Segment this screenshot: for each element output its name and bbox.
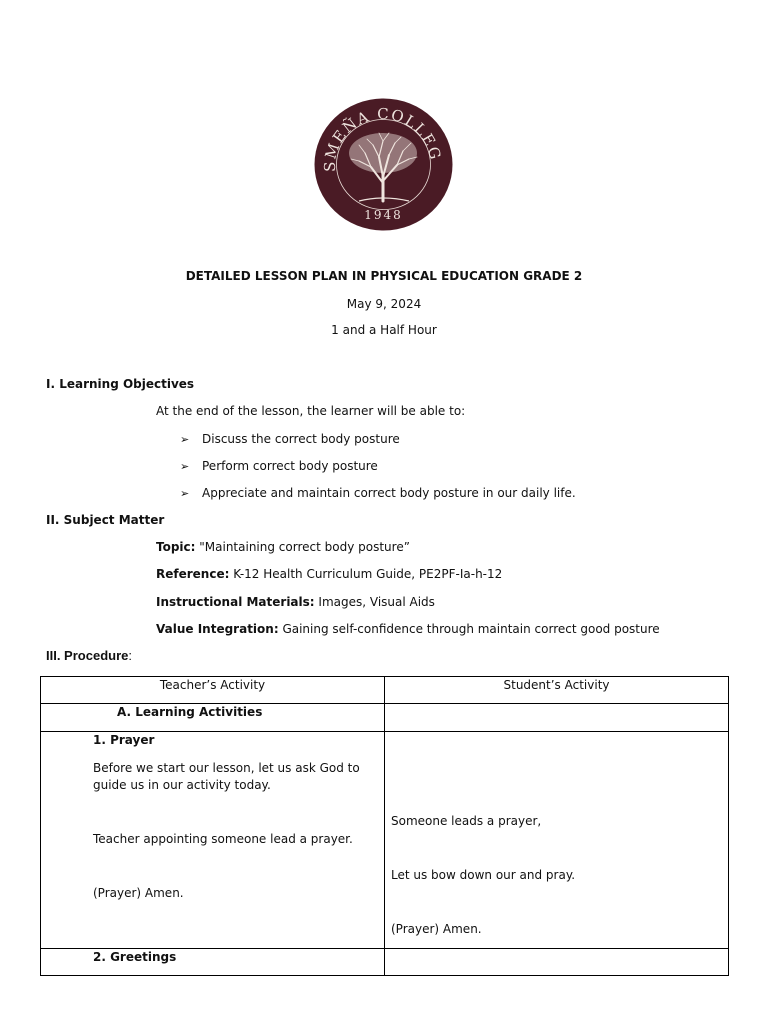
arrow-bullet-icon: ➢ [180, 432, 190, 446]
value-integration-line [156, 622, 660, 636]
reference-label: Reference: [156, 567, 230, 581]
topic-label: Topic: [156, 540, 196, 554]
objectives-heading: I. Learning Objectives [46, 377, 195, 391]
materials-line [156, 595, 435, 609]
teacher-prayer-instruction: Before we start our lesson, let us ask God to guide us in our activity today. [93, 761, 360, 792]
prayer-heading: 1. Prayer [93, 733, 155, 747]
objectives-intro: At the end of the lesson, the learner will be able to: [156, 404, 466, 418]
topic-value: "Maintaining correct body posture” [195, 540, 410, 554]
subject-matter-heading: II. Subject Matter [46, 513, 165, 527]
teacher-prayer-appoint: Teacher appointing someone lead a prayer. [93, 832, 353, 846]
lesson-date: May 9, 2024 [346, 297, 422, 311]
teacher-prayer-amen: (Prayer) Amen. [93, 886, 184, 900]
value-integration-value: Gaining self-confidence through maintain correct good posture [278, 622, 660, 636]
lesson-duration: 1 and a Half Hour [331, 323, 437, 337]
greetings-heading: 2. Greetings [93, 950, 177, 964]
value-integration-label: Value Integration: [156, 622, 279, 636]
lesson-plan-title: DETAILED LESSON PLAN IN PHYSICAL EDUCATION GRADE 2 [185, 269, 583, 283]
objective-item: ➢ Discuss the correct body posture [180, 432, 400, 446]
table-row [41, 732, 729, 949]
procedure-table [40, 676, 729, 976]
objective-item: ➢ Perform correct body posture [180, 459, 378, 473]
table-header-row [41, 677, 729, 704]
reference-value: K-12 Health Curriculum Guide, PE2PF-Ia-h-12 [229, 567, 503, 581]
student-prayer-lead: Someone leads a prayer, [391, 814, 542, 828]
reference-line [156, 567, 502, 581]
materials-value: Images, Visual Aids [314, 595, 435, 609]
teacher-activity-header: Teacher’s Activity [41, 677, 385, 704]
seal-year: 1948 [364, 208, 403, 222]
student-prayer-bow: Let us bow down our and pray. [391, 868, 576, 882]
student-prayer-amen: (Prayer) Amen. [391, 922, 482, 936]
table-row [41, 704, 729, 732]
arrow-bullet-icon: ➢ [180, 486, 190, 500]
learning-activities-heading: A. Learning Activities [117, 705, 263, 719]
table-row [41, 949, 729, 976]
procedure-heading: III. Procedure: [46, 648, 132, 663]
materials-label: Instructional Materials: [156, 595, 315, 609]
topic-line [156, 540, 410, 554]
arrow-bullet-icon: ➢ [180, 459, 190, 473]
college-seal-logo [313, 97, 454, 232]
seal-arc-text: SMEÑA COLLEG [320, 104, 445, 173]
student-activity-header: Student’s Activity [385, 677, 729, 704]
objective-item: ➢ Appreciate and maintain correct body posture in our daily life. [180, 486, 576, 500]
